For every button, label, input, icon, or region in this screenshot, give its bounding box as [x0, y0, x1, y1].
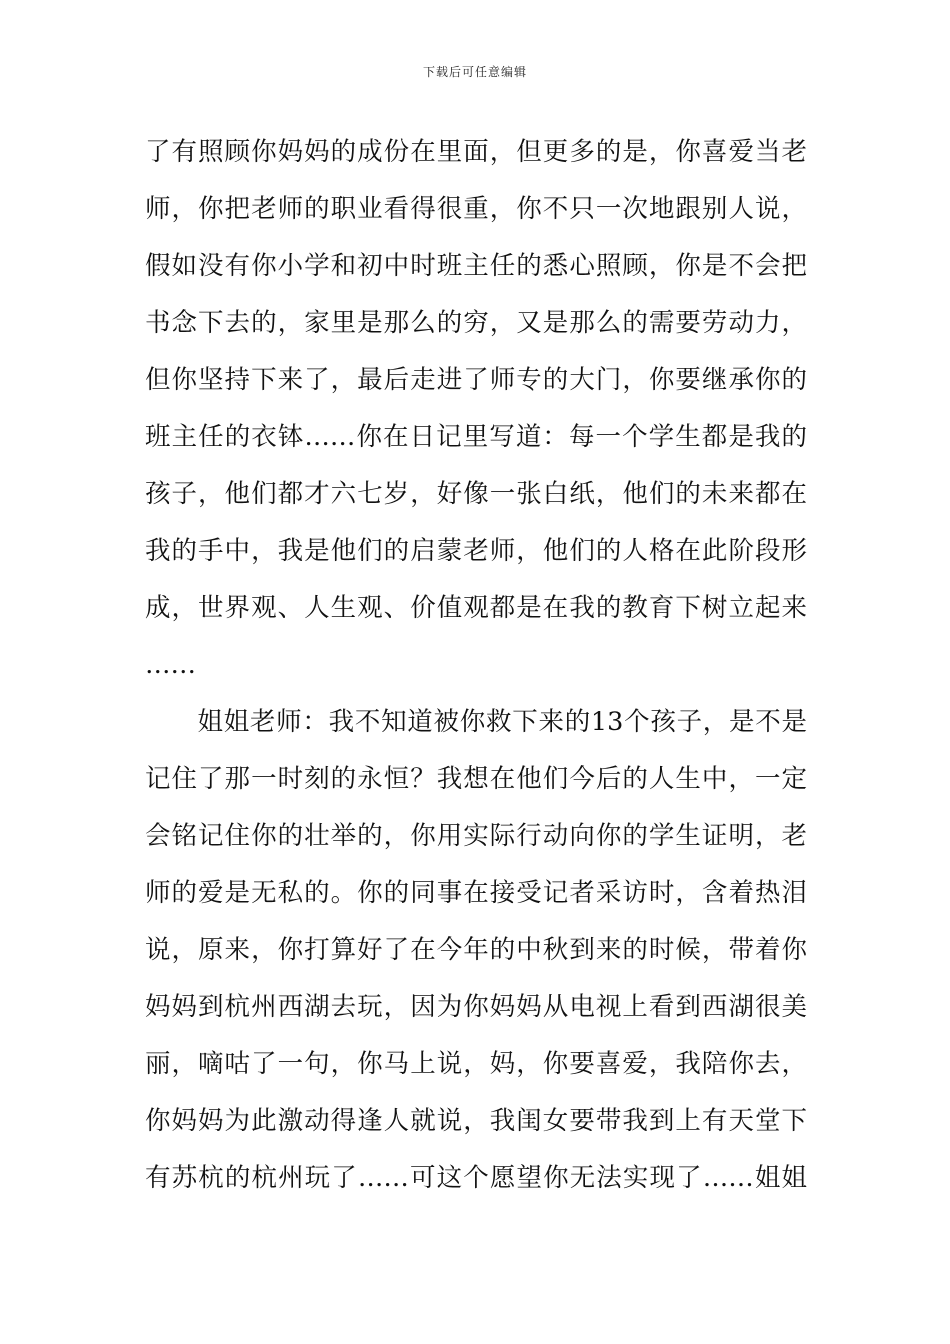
text-line: 有苏杭的杭州玩了……可这个愿望你无法实现了……姐姐 — [145, 1163, 807, 1193]
text-line: 姐姐老师：我不知道被你救下来的13个孩子，是不是 — [145, 707, 807, 737]
text-line: 师，你把老师的职业看得很重，你不只一次地跟别人说， — [145, 194, 807, 224]
page-header: 下载后可任意编辑 — [422, 65, 527, 79]
text-line: 丽，嘀咕了一句，你马上说，妈，你要喜爱，我陪你去， — [145, 1049, 807, 1079]
text-line: 妈妈到杭州西湖去玩，因为你妈妈从电视上看到西湖很美 — [145, 992, 807, 1022]
paragraph-2 — [145, 694, 807, 1207]
text-line: 但你坚持下来了，最后走进了师专的大门，你要继承你的 — [145, 365, 807, 395]
text-line: 班主任的衣钵……你在日记里写道：每一个学生都是我的 — [145, 422, 807, 452]
text-line: 孩子，他们都才六七岁，好像一张白纸，他们的未来都在 — [145, 479, 807, 509]
text-line: …… — [145, 650, 196, 680]
text-line: 了有照顾你妈妈的成份在里面，但更多的是，你喜爱当老 — [145, 137, 807, 167]
paragraph-1 — [145, 124, 807, 694]
text-line: 你妈妈为此激动得逢人就说，我闺女要带我到上有天堂下 — [145, 1106, 807, 1136]
text-line: 我的手中，我是他们的启蒙老师，他们的人格在此阶段形 — [145, 536, 807, 566]
text-line: 记住了那一时刻的永恒？我想在他们今后的人生中，一定 — [145, 764, 807, 794]
text-line: 师的爱是无私的。你的同事在接受记者采访时，含着热泪 — [145, 878, 807, 908]
text-line: 书念下去的，家里是那么的穷，又是那么的需要劳动力， — [145, 308, 807, 338]
text-line: 说，原来，你打算好了在今年的中秋到来的时候，带着你 — [145, 935, 807, 965]
text-line: 成，世界观、人生观、价值观都是在我的教育下树立起来 — [145, 593, 807, 623]
text-line: 假如没有你小学和初中时班主任的悉心照顾，你是不会把 — [145, 251, 807, 281]
document-body — [145, 124, 807, 1207]
text-line: 会铭记住你的壮举的，你用实际行动向你的学生证明，老 — [145, 821, 807, 851]
